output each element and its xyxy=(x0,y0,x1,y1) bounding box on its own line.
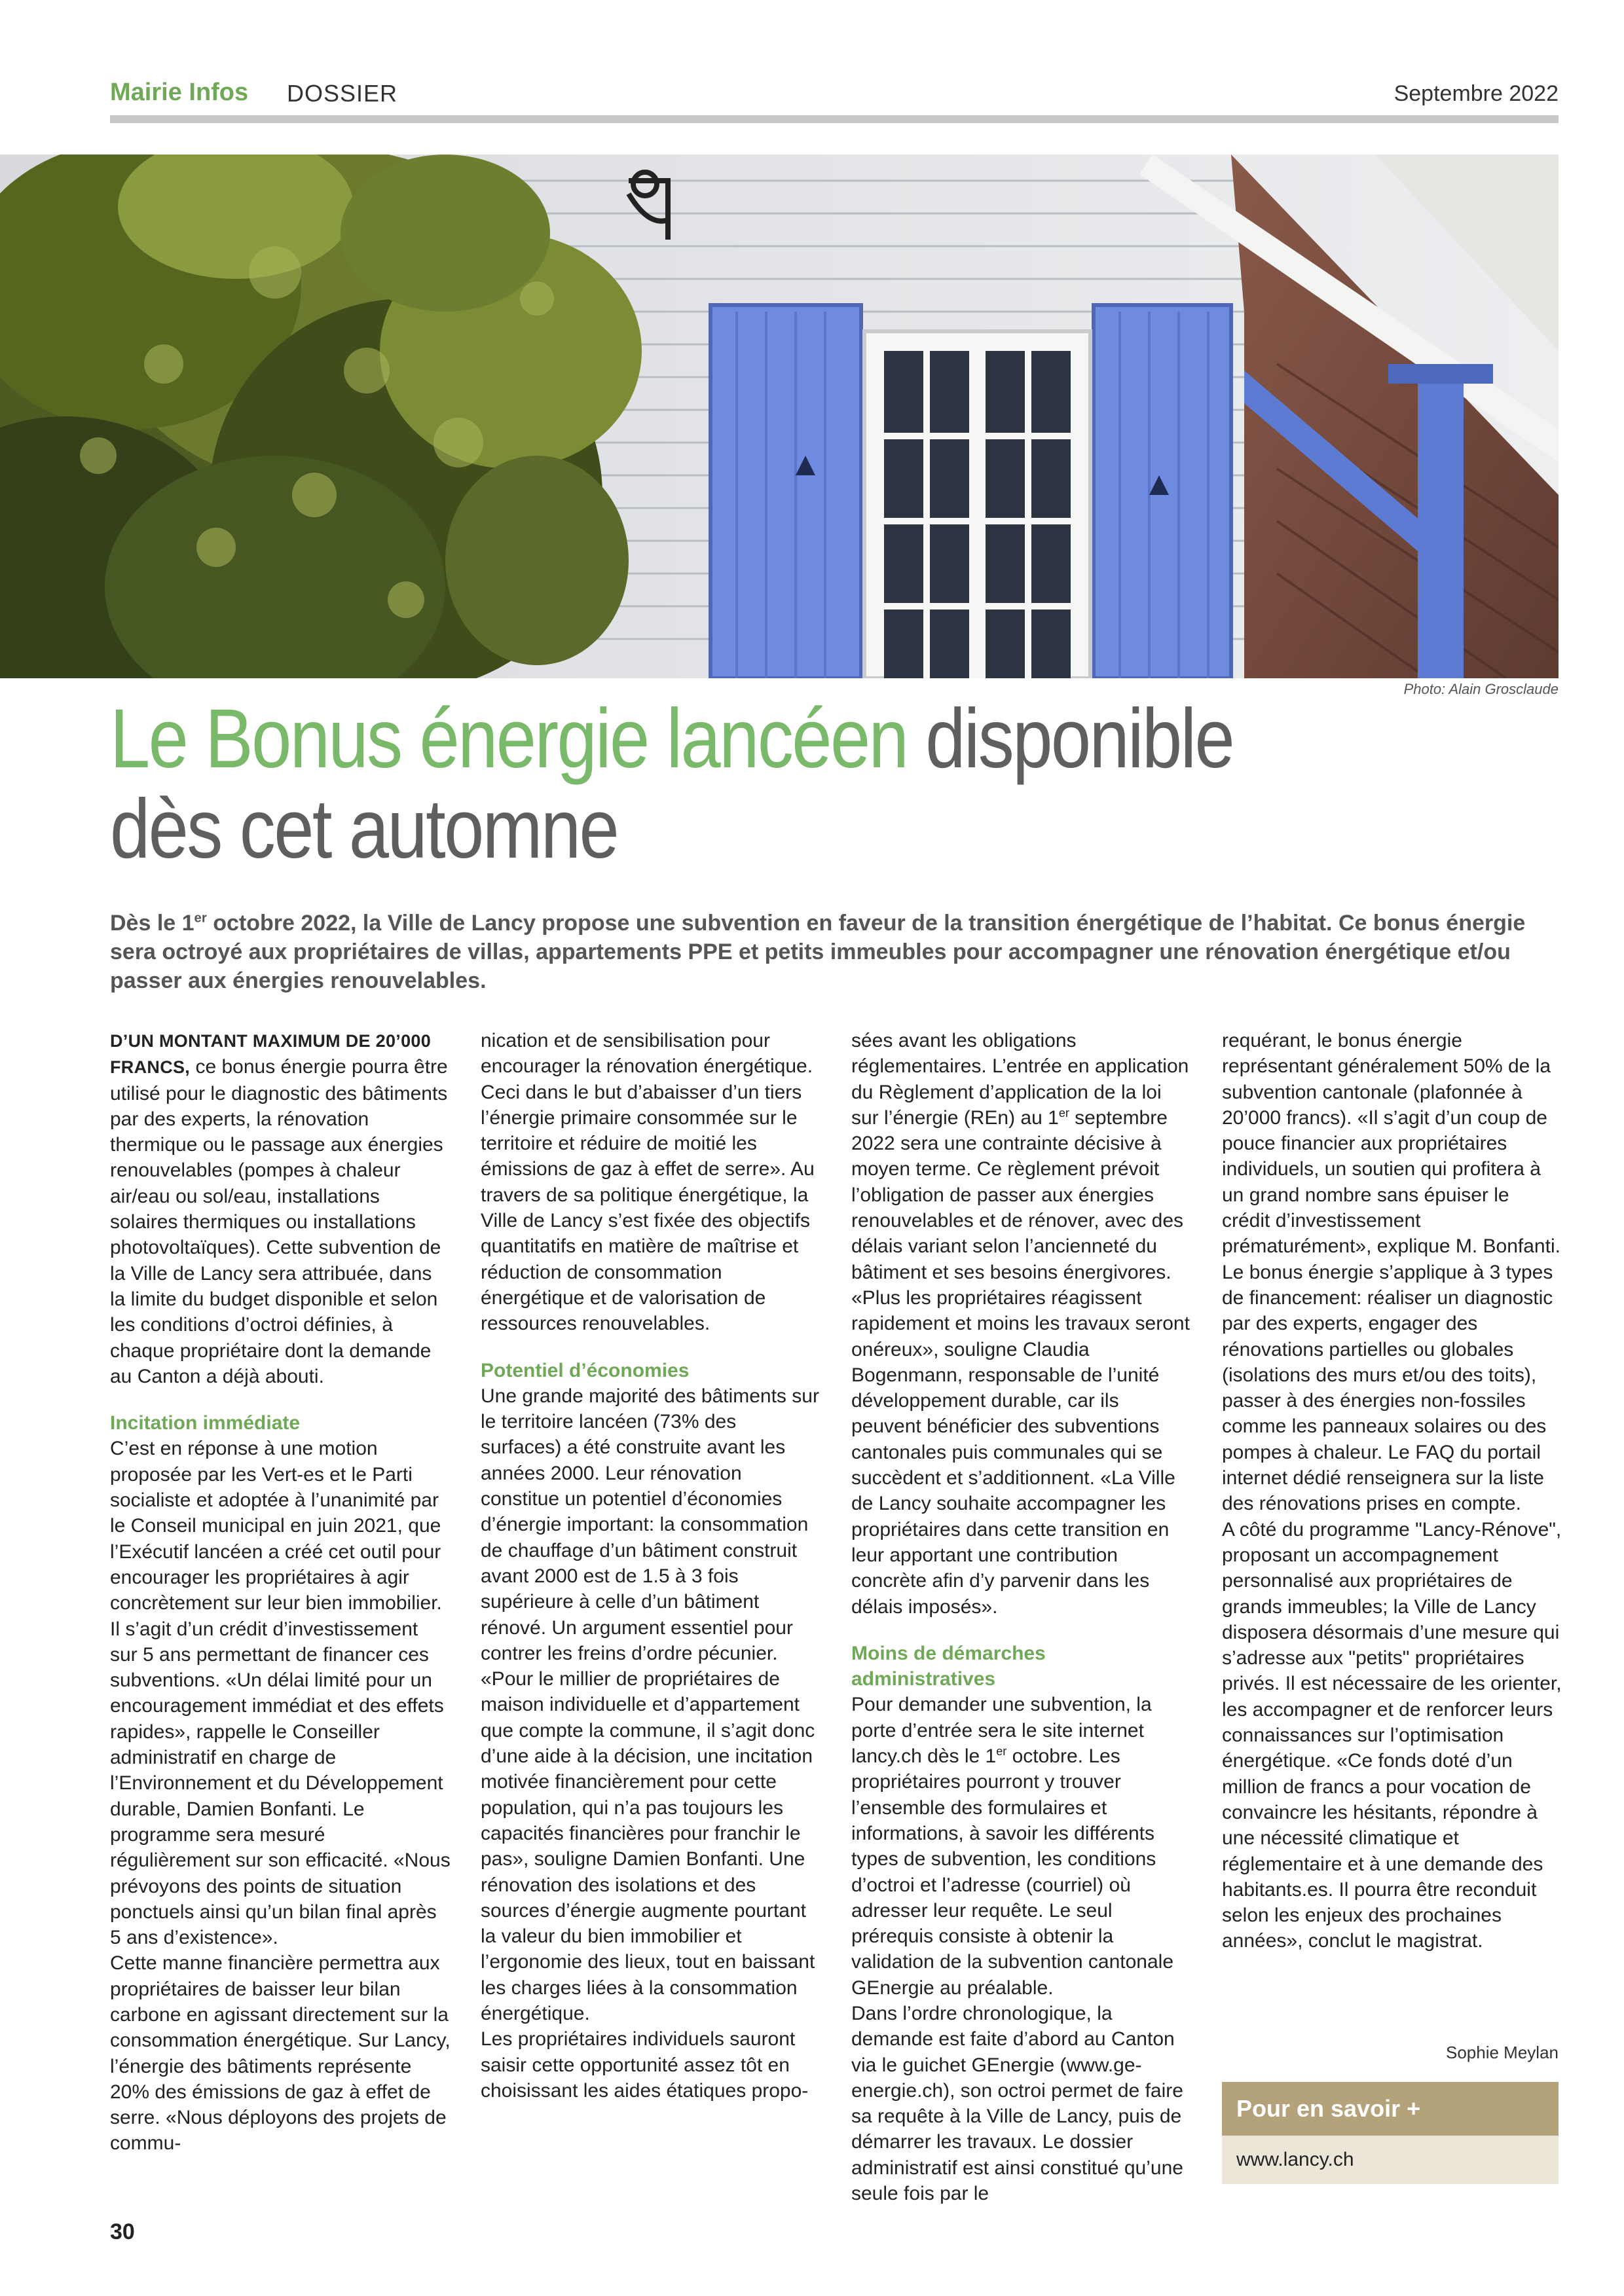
superscript: er xyxy=(996,1745,1007,1758)
article-lead xyxy=(110,909,1559,995)
subheading-potentiel: Potentiel d’économies xyxy=(481,1359,690,1381)
superscript: er xyxy=(1058,1106,1069,1120)
column-paragraph: Les propriétaires individuels sauront saisir cette opportunité assez tôt en choisissant les aides étatiques propo- xyxy=(481,2028,809,2102)
opening-caps: D’UN MONTANT MAXIMUM DE 20’000 FRANCS, xyxy=(110,1031,432,1078)
column-paragraph: A côté du programme "Lancy-Rénove", proposant un accompagnement personnalisé aux propriétaires de grands immeubles; la Ville de Lancy disposera désormais d’une mesure qui s’adresse aux "petits" propriétaires privés. Il est nécessaire de les orienter, les accompagner et de renforcer leurs connaissances sur l’optimisation énergétique. «Ce fonds doté d’un million de francs a pour vocation de convaincre les hésitants, répondre à une nécessité climatique et réglementaire et à une demande des habitants.es. Il pourra être reconduit selon les enjeux des prochaines années», conclut le magistrat. xyxy=(1222,1518,1562,1952)
more-info-title: Pour en savoir + xyxy=(1222,2082,1559,2136)
lead-superscript: er xyxy=(194,911,207,926)
paragraph-text: ce bonus énergie pourra être utilisé pour le diagnostic des bâtiments par des experts, la rénovation thermique ou le passage aux énergies renouvelables (pompes à chaleur air/eau ou sol/eau, installations solaires thermiques ou installations photovoltaïques). Cette subvention de la Ville de Lancy sera attribuée, dans la limite du budget disponible et selon les conditions d’octroi définies, à chaque propriétaire dont la demande au Canton a déjà abouti. xyxy=(110,1056,448,1387)
subheading-incitation: Incitation immédiate xyxy=(110,1412,301,1434)
column-paragraph: Cette manne financière permettra aux propriétaires de baisser leur bilan carbone en agissant directement sur la consommation énergétique. Sur Lancy, l’énergie des bâtiments représente 20% des émissions de gaz à effet de serre. «Nous déployons des projets de commu- xyxy=(110,1952,451,2155)
page-number: 30 xyxy=(110,2219,135,2244)
paragraph-text: septembre 2022 sera une contrainte décisive à moyen terme. Ce règlement prévoit l’obligation de passer aux énergies renouvelables et de rénover, avec des délais variant selon l’ancienneté du bâtiment et ses besoins énergivores. «Plus les propriétaires réagissent rapidement et moins les travaux seront onéreux», souligne Claudia Bogenmann, responsable de l’unité développement durable, car ils peuvent bénéficier des subventions cantonales puis communales qui se succèdent et s’additionnent. «La Ville de Lancy souhaite accompagner les propriétaires dans cette transition en leur apportant une contribution concrète afin d’y parvenir dans les délais imposés». xyxy=(851,1106,1190,1618)
paragraph-text: octobre. Les propriétaires pourront y trouver l’ensemble des formulaires et informations, à savoir les différents types de subvention, les conditions d’octroi et l’adresse (courriel) où adresser leur requête. Le seul prérequis consiste à obtenir la validation de la subvention cantonale GEnergie au préalable. xyxy=(851,1745,1174,1999)
category-label: DOSSIER xyxy=(287,80,398,107)
article-title xyxy=(110,694,1293,875)
paragraph-text: sées avant les obligations réglementaires. L’entrée en application du Règlement d’application de la loi sur l’énergie (REn) au 1 xyxy=(851,1030,1189,1129)
column-paragraph: Le bonus énergie s’applique à 3 types de financement: réaliser un diagnostic par des experts, engager des rénovations partielles ou globales (isolations des murs et/ou des toits), passer à des énergies non-fossiles comme les panneaux solaires ou des pompes à chaleur. Le FAQ du portail internet dédié renseignera sur la liste des rénovations prises en compte. xyxy=(1222,1261,1553,1515)
lead-text-start: Dès le 1 xyxy=(110,911,194,936)
column-paragraph xyxy=(851,1692,1192,2001)
column-paragraph: C’est en réponse à une motion proposée par les Vert-es et le Parti socialiste et adoptée à l’unanimité par le Conseil municipal en juin 2021, que l’Exécutif lancéen a créé cet outil pour encourager les propriétaires à agir concrètement sur leur bien immobilier. Il s’agit d’un crédit d’investissement sur 5 ans permettant de financer ces subventions. «Un délai limité pour un encouragement immédiat et des effets rapides», rappelle le Conseiller administratif en charge de l’Environnement et du Développement durable, Damien Bonfanti. Le programme sera mesuré régulièrement sur son efficacité. «Nous prévoyons des points de situation ponctuels ainsi qu’un bilan final après 5 ans d’existence». xyxy=(110,1438,451,1949)
column-paragraph xyxy=(851,1028,1192,1620)
house-with-blue-shutters-image xyxy=(0,155,1559,678)
title-highlight: Le Bonus énergie lancéen xyxy=(110,692,908,786)
column-paragraph: Une grande majorité des bâtiments sur le territoire lancéen (73% des surfaces) a été construite avant les années 2000. Leur rénovation constitue un potentiel d’économies d’énergie important: la consommation de chauffage d’un bâtiment construit avant 2000 est de 1.5 à 3 fois supérieure à celle d’un bâtiment rénové. Un argument essentiel pour contrer les freins d’ordre pécunier. «Pour le millier de propriétaires de maison individuelle et d’appartement que compte la commune, il s’agit donc d’une aide à la décision, une incitation motivée financièrement pour cette population, qui n’a pas toujours les capacités financières pour franchir le pas», souligne Damien Bonfanti. Une rénovation des isolations et des sources d’énergie augmente pourtant la valeur du bien immobilier et l’ergonomie des lieux, tout en baissant les charges liées à la consommation énergétique. xyxy=(481,1385,819,2024)
column-paragraph: requérant, le bonus énergie représentant généralement 50% de la subvention cantonale (plafonnée à 20’000 francs). «Il s’agit d’un coup de pouce financier aux propriétaires individuels, un soutien qui profitera à un grand nombre sans épuiser le crédit d’investissement prématurément», explique M. Bonfanti. xyxy=(1222,1030,1560,1258)
page-header xyxy=(110,72,1559,118)
header-rule xyxy=(110,115,1559,123)
more-info-link[interactable]: www.lancy.ch xyxy=(1222,2136,1559,2184)
issue-date: Septembre 2022 xyxy=(1393,81,1559,106)
author-name: Sophie Meylan xyxy=(1446,2043,1559,2062)
column-paragraph: Dans l’ordre chronologique, la demande est faite d’abord au Canton via le guichet GEnergie (www.ge-energie.ch), son octroi permet de faire sa requête à la Ville de Lancy, puis de démarrer les travaux. Le dossier administratif est ainsi constitué qu’une seule fois par le xyxy=(851,2002,1183,2205)
article-column-4 xyxy=(1222,1028,1562,1954)
lead-text-end: octobre 2022, la Ville de Lancy propose une subvention en faveur de la transition énergétique de l’habitat. Ce bonus énergie sera octroyé aux propriétaires de villas, appartements PPE et petits immeubles pour accompagner une rénovation énergétique et/ou passer aux énergies renouvelables. xyxy=(110,911,1526,993)
column-paragraph: nication et de sensibilisation pour encourager la rénovation énergétique. Ceci dans le but d’abaisser d’un tiers l’énergie primaire consommée sur le territoire et réduire de moitié les émissions de gaz à effet de serre». Au travers de sa politique énergétique, la Ville de Lancy s’est fixée des objectifs quantitatifs en matière de maîtrise et réduction de consommation énergétique et de valorisation de ressources renouvelables. xyxy=(481,1030,815,1335)
more-info-box xyxy=(1222,2082,1559,2184)
subheading-demarches: Moins de démarches administratives xyxy=(851,1642,1046,1690)
article-column-1 xyxy=(110,1028,451,2157)
photo-credit: Photo: Alain Grosclaude xyxy=(1403,681,1559,697)
title-part-2: dès cet automne xyxy=(110,782,618,876)
article-column-2 xyxy=(481,1028,821,2104)
house-photo xyxy=(0,155,1559,678)
title-part-1: disponible xyxy=(907,692,1234,786)
article-column-3 xyxy=(851,1028,1192,2206)
column-paragraph xyxy=(110,1028,451,1389)
section-name: Mairie Infos xyxy=(110,79,249,106)
paragraph-text: Pour demander une subvention, la porte d’entrée sera le site internet lancy.ch dès le 1 xyxy=(851,1694,1152,1768)
